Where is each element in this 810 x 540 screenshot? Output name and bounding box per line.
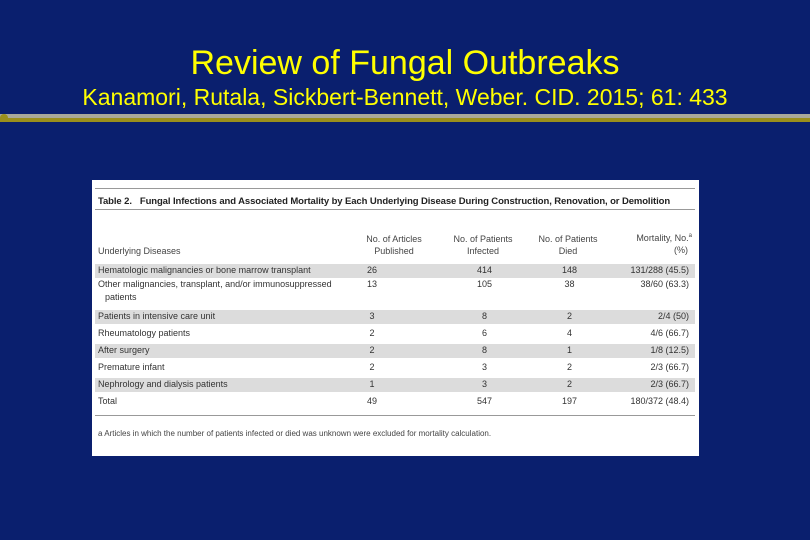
cell-died: 38 [564,279,575,289]
cell-articles: 13 [366,279,377,289]
table-caption [98,196,693,207]
header-mortality-text: Mortality, No. [636,233,689,243]
cell-disease: Total [98,396,118,406]
cell-articles: 2 [369,362,375,372]
cell-disease: Other malignancies, transplant, and/or immunosuppressed [98,279,332,289]
cell-infected: 547 [476,396,493,406]
header-underlying-diseases: Underlying Diseases [98,246,181,256]
cell-articles: 3 [369,311,375,321]
divider-bottom-stripe [0,118,810,122]
cell-articles: 49 [366,396,377,406]
table-row [95,264,695,278]
cell-mortality: 131/288 (45.5) [630,265,689,275]
table-row [95,310,695,324]
table-row-total [95,395,695,409]
cell-infected: 414 [476,265,493,275]
table-row [95,327,695,341]
cell-articles: 2 [369,345,375,355]
cell-died: 2 [566,362,572,372]
cell-died: 197 [561,396,578,406]
header-articles-line1: No. of Articles [366,234,422,244]
cell-infected: 105 [476,279,493,289]
header-died [532,233,604,257]
title-divider [0,114,810,122]
table-top-rule [95,188,695,189]
cell-articles: 1 [369,379,375,389]
table-row [95,361,695,375]
header-mortality-line1 [602,230,692,244]
cell-mortality: 4/6 (66.7) [650,328,689,338]
table-caption-text: Fungal Infections and Associated Mortality by Each Underlying Disease During Construction, Renovation, or Demolition [139,196,671,207]
table-row [95,344,695,358]
cell-mortality: 2/4 (50) [657,311,689,321]
table-row [95,278,695,304]
table-row [95,378,695,392]
cell-infected: 3 [481,379,487,389]
cell-died: 2 [566,379,572,389]
header-died-line1: No. of Patients [538,234,598,244]
cell-infected: 3 [481,362,487,372]
cell-mortality: 38/60 (63.3) [640,279,689,289]
header-articles [344,233,444,257]
cell-disease: Premature infant [98,362,165,372]
cell-disease: Patients in intensive care unit [98,311,216,321]
cell-infected: 8 [481,345,487,355]
header-mortality-footnote-marker: a [688,233,692,239]
header-mortality [602,230,692,256]
cell-mortality: 2/3 (66.7) [650,379,689,389]
header-infected-line1: No. of Patients [453,234,513,244]
cell-infected: 6 [481,328,487,338]
header-infected-line2: Infected [466,246,500,256]
divider-bullet [0,114,8,122]
cell-articles: 2 [369,328,375,338]
cell-mortality: 2/3 (66.7) [650,362,689,372]
cell-died: 148 [561,265,578,275]
cell-died: 1 [566,345,572,355]
cell-disease: Nephrology and dialysis patients [98,379,228,389]
slide-title: Review of Fungal Outbreaks [190,44,620,82]
cell-died: 2 [566,311,572,321]
cell-died: 4 [566,328,572,338]
table-bottom-rule [95,415,695,416]
cell-disease: Rheumatology patients [98,328,191,338]
header-died-line2: Died [558,246,578,256]
table-image [92,180,699,456]
cell-disease-continued: patients [105,292,137,302]
cell-infected: 8 [481,311,487,321]
slide-subtitle: Kanamori, Rutala, Sickbert-Bennett, Weber. CID. 2015; 61: 433 [82,84,728,110]
cell-articles: 26 [366,265,377,275]
table-footnote: a Articles in which the number of patients infected or died was unknown were excluded for mortality calculation. [98,429,492,438]
header-mortality-line2: (%) [674,245,688,255]
cell-mortality: 180/372 (48.4) [630,396,689,406]
header-infected [447,233,519,257]
cell-disease: Hematologic malignancies or bone marrow transplant [98,265,311,275]
table-label: Table 2. [98,196,132,207]
header-articles-line2: Published [374,246,414,256]
table-header-rule [95,209,695,210]
cell-disease: After surgery [98,345,150,355]
cell-mortality: 1/8 (12.5) [650,345,689,355]
